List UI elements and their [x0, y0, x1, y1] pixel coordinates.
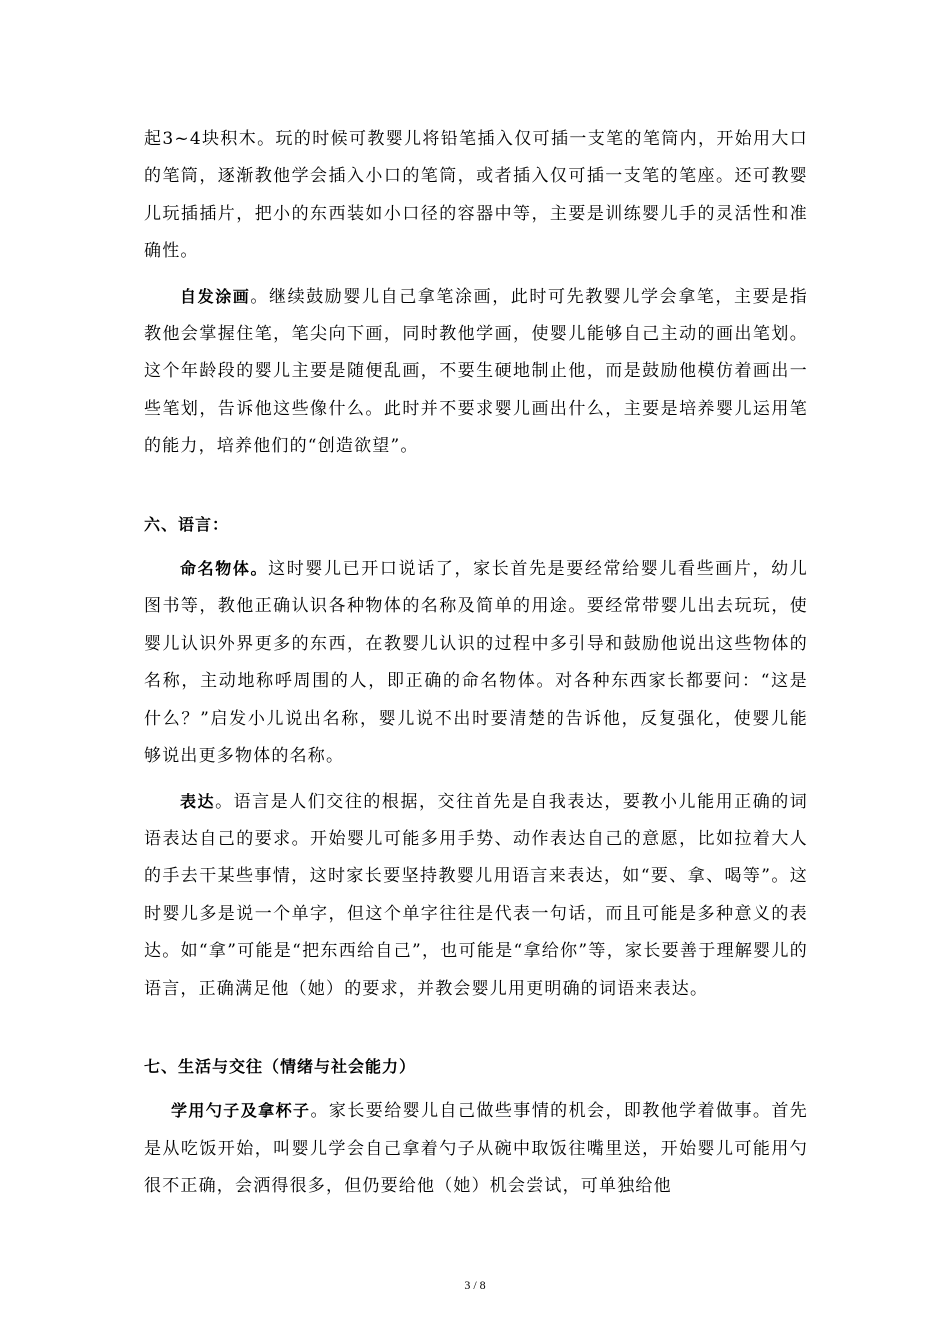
- paragraph-text: 。家长要给婴儿自己做些事情的机会，即教他学着做事。首先是从吃饭开始，叫婴儿学会自己拿着勺子从碗中取饭往嘴里送，开始婴儿可能用勺很不正确，会洒得很多，但仍要给他（她）机会尝试，可单独给他: [144, 1101, 808, 1197]
- paragraph-text: 这时婴儿已开口说话了，家长首先是要经常给婴儿看些画片，幼儿图书等，教他正确认识各种物体的名称及简单的用途。要经常带婴儿出去玩玩，使婴儿认识外界更多的东西，在教婴儿认识的过程中多引导和鼓励他说出这些物体的名称，主动地称呼周围的人，即正确的命名物体。对各种东西家长都要问：“这是什么？”启发小儿说出名称，婴儿说不出时要清楚的告诉他，反复强化，使婴儿能够说出更多物体的名称。: [144, 559, 808, 767]
- page-number: 3 / 8: [464, 1278, 486, 1292]
- paragraph-expression: [144, 783, 808, 1008]
- paragraph-naming: [144, 550, 808, 775]
- term-label: 学用勺子及拿杯子: [171, 1101, 311, 1121]
- paragraph-text: 。语言是人们交往的根据，交往首先是自我表达，要教小儿能用正确的词语表达自己的要求。开始婴儿可能多用手势、动作表达自己的意愿，比如拉着大人的手去干某些事情，这时家长要坚持教婴儿用语言来表达，如“要、拿、喝等”。这时婴儿多是说一个单字，但这个单字往往是代表一句话，而且可能是多种意义的表达。如“拿”可能是“把东西给自己”，也可能是“拿给你”等，家长要善于理解婴儿的语言，正确满足他（她）的要求，并教会婴儿用更明确的词语来表达。: [144, 791, 808, 999]
- term-label: 命名物体。: [180, 559, 269, 579]
- paragraph-text: 。继续鼓励婴儿自己拿笔涂画，此时可先教婴儿学会拿笔，主要是指教他会掌握住笔，笔尖向下画，同时教他学画，使婴儿能够自己主动的画出笔划。这个年龄段的婴儿主要是随便乱画，不要生硬地制止他，而是鼓励他模仿着画出一些笔划，告诉他这些像什么。此时并不要求婴儿画出什么，主要是培养婴儿运用笔的能力，培养他们的“创造欲望”。: [144, 286, 808, 457]
- paragraph-text: 起3~4块积木。玩的时候可教婴儿将铅笔插入仅可插一支笔的笔筒内，开始用大口的笔筒，逐渐教他学会插入小口的笔筒，或者插入仅可插一支笔的笔座。还可教婴儿玩插插片，把小的东西装如小口径的容器中等，主要是训练婴儿手的灵活性和准确性。: [144, 129, 808, 262]
- section-heading-life: 七、生活与交往（情绪与社会能力）: [144, 1056, 417, 1076]
- section-heading-language: 六、语言：: [144, 514, 230, 534]
- paragraph-fine-motor: [144, 121, 808, 271]
- term-label: 自发涂画: [180, 286, 251, 306]
- paragraph-spoon: [144, 1092, 808, 1205]
- paragraph-drawing: [144, 278, 808, 466]
- term-label: 表达: [180, 791, 216, 811]
- document-body: [144, 121, 808, 1206]
